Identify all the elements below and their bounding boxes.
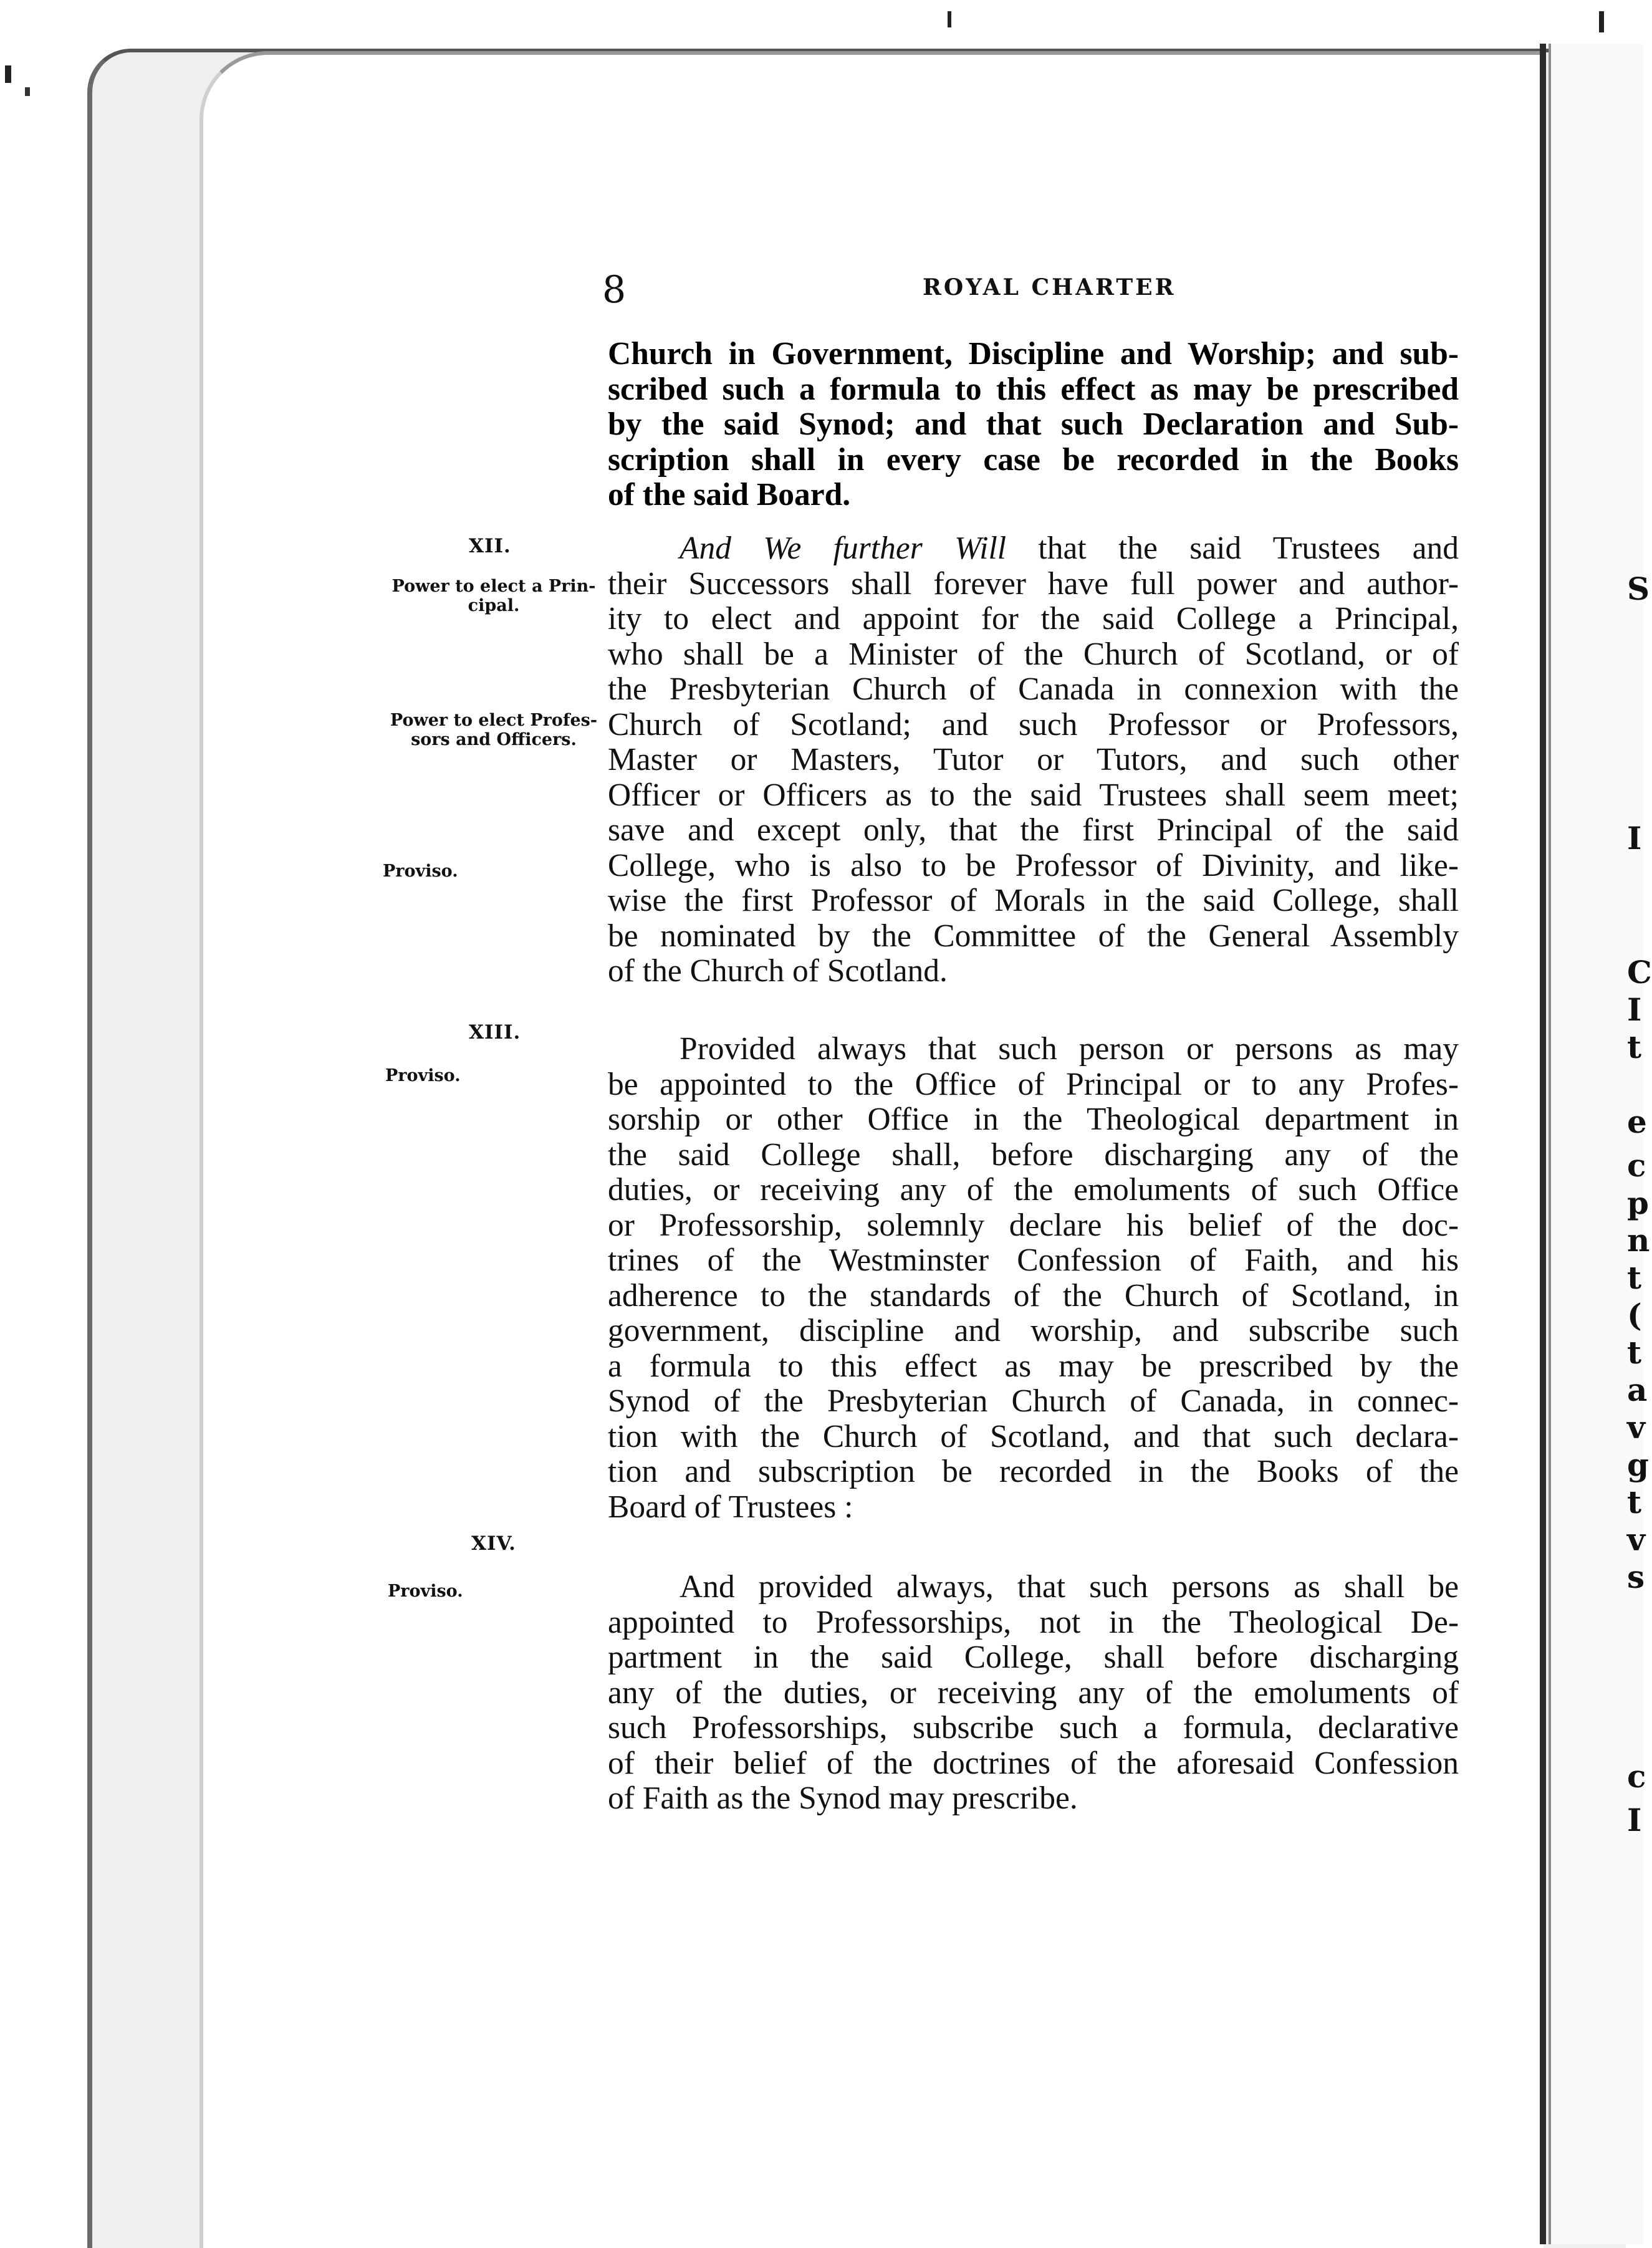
facing-page-glyph: ( [1627,1297,1642,1333]
italic-lead: And We further Will [680,531,1007,566]
facing-page-glyph: t [1627,1484,1642,1520]
text-line: of their belief of the doctrines of the aforesaid Confession [608,1745,1459,1781]
text-line: a formula to this effect as may be prescribed by the [608,1348,1459,1384]
text-line: save and except only, that the first Principal of the said [608,812,1459,848]
text-line: who shall be a Minister of the Church of Scotland, or of [608,636,1459,672]
margin-note-power-to-elect-principal [382,577,606,615]
book-gutter-edge [1549,44,1551,2244]
margin-note-power-to-elect-professors [382,711,606,749]
section-number-xiv: XIV. [471,1532,516,1555]
facing-page-strip [1551,44,1646,2244]
text-line: of the Church of Scotland. [608,953,948,989]
text-line: trines of the Westminster Confession of Faith, and his [608,1242,1459,1278]
text-line: duties, or receiving any of the emoluments of such Office [608,1172,1459,1208]
text-line: College, who is also to be Professor of Divinity, and like- [608,847,1459,883]
book-gutter [1540,44,1546,2244]
text-line: the said College shall, before discharging any of the [608,1136,1459,1173]
text-line: Church in Government, Discipline and Worship; and sub- [608,336,1459,372]
text-line: scription shall in every case be recorded in the Books [608,441,1459,478]
text-line: Provided always that such person or persons as may [680,1031,1459,1067]
scan-mark [948,11,951,27]
facing-page-glyph: v [1627,1521,1646,1558]
text-line: wise the first Professor of Morals in the said College, shall [608,883,1459,918]
paragraph-section-xiv [608,1570,1459,1817]
facing-page-glyph: t [1627,1259,1642,1296]
facing-page-glyph: n [1627,1222,1650,1259]
scan-mark [5,65,11,83]
text-line: tion with the Church of Scotland, and that such declara- [608,1418,1459,1454]
text-line: scribed such a formula to this effect as may be prescribed [608,371,1459,407]
paragraph-continuation [608,337,1459,513]
page-number: 8 [602,268,627,312]
text-line: of the said Board. [608,477,851,512]
text-line: Board of Trustees : [608,1489,853,1525]
facing-page-glyph: v [1627,1409,1646,1446]
margin-note-line: sors and Officers. [411,730,577,749]
facing-page-glyph: e [1627,1103,1647,1140]
facing-page-glyph: t [1627,1029,1642,1065]
facing-page-glyph: C [1627,954,1652,991]
text-line: partment in the said College, shall before discharging [608,1640,1459,1675]
margin-note-line: cipal. [468,596,520,615]
facing-page-glyph: I [1627,820,1642,857]
text-fragment: that the said Trustees and [1006,531,1459,566]
facing-page-glyph: a [1627,1371,1648,1408]
facing-page-glyph: g [1627,1446,1649,1483]
text-line: government, discipline and worship, and subscribe such [608,1313,1459,1348]
text-line: Officer or Officers as to the said Trustees shall seem meet; [608,777,1459,813]
text-line: Synod of the Presbyterian Church of Canada, in connec- [608,1383,1459,1419]
facing-page-glyph: s [1627,1559,1645,1595]
scan-mark [25,87,30,96]
text-line: of Faith as the Synod may prescribe. [608,1780,1078,1816]
facing-page-glyph: t [1627,1334,1642,1371]
facing-page-glyph: c [1627,1147,1646,1184]
section-number-xiii: XIII. [469,1021,521,1044]
text-line: their Successors shall forever have full power and author- [608,565,1459,602]
text-line: tion and subscription be recorded in the Books of the [608,1454,1459,1489]
text-line: by the said Synod; and that such Declaration and Sub- [608,406,1459,442]
text-line: sorship or other Office in the Theological department in [608,1102,1459,1137]
text-line [608,531,1459,567]
facing-page-glyph: S [1627,570,1650,607]
margin-note-line: Power to elect Profes- [390,711,598,730]
text-line: appointed to Professorships, not in the Theological De- [608,1604,1459,1640]
text-line: And provided always, that such persons as shall be [680,1569,1459,1605]
running-head: ROYAL CHARTER [923,274,1176,300]
margin-note-line: Power to elect a Prin- [391,577,596,596]
section-number-xii: XII. [469,535,511,557]
text-line: be nominated by the Committee of the General Assembly [608,918,1459,954]
text-line: Master or Masters, Tutor or Tutors, and such other [608,742,1459,777]
text-line: any of the duties, or receiving any of the emoluments of [608,1674,1459,1711]
facing-page-glyph: c [1627,1758,1646,1795]
scan-mark [1599,11,1604,32]
margin-note-proviso: Proviso. [383,862,458,881]
text-line: such Professorships, subscribe such a formula, declarative [608,1710,1459,1746]
text-line: or Professorship, solemnly declare his belief of the doc- [608,1207,1459,1243]
text-line: be appointed to the Office of Principal or to any Profes- [608,1066,1459,1102]
facing-page-glyph: p [1627,1184,1649,1221]
paragraph-section-xiii [608,1032,1459,1525]
text-line: ity to elect and appoint for the said College a Principal, [608,601,1459,636]
text-line: adherence to the standards of the Church of Scotland, in [608,1277,1459,1314]
margin-note-proviso: Proviso. [385,1066,461,1085]
paragraph-section-xii [608,531,1459,989]
text-line: Church of Scotland; and such Professor or Professors, [608,706,1459,742]
facing-page-glyph: I [1627,1802,1642,1838]
facing-page-glyph: I [1627,991,1642,1028]
margin-note-proviso: Proviso. [388,1582,463,1601]
text-line: the Presbyterian Church of Canada in connexion with the [608,671,1459,707]
